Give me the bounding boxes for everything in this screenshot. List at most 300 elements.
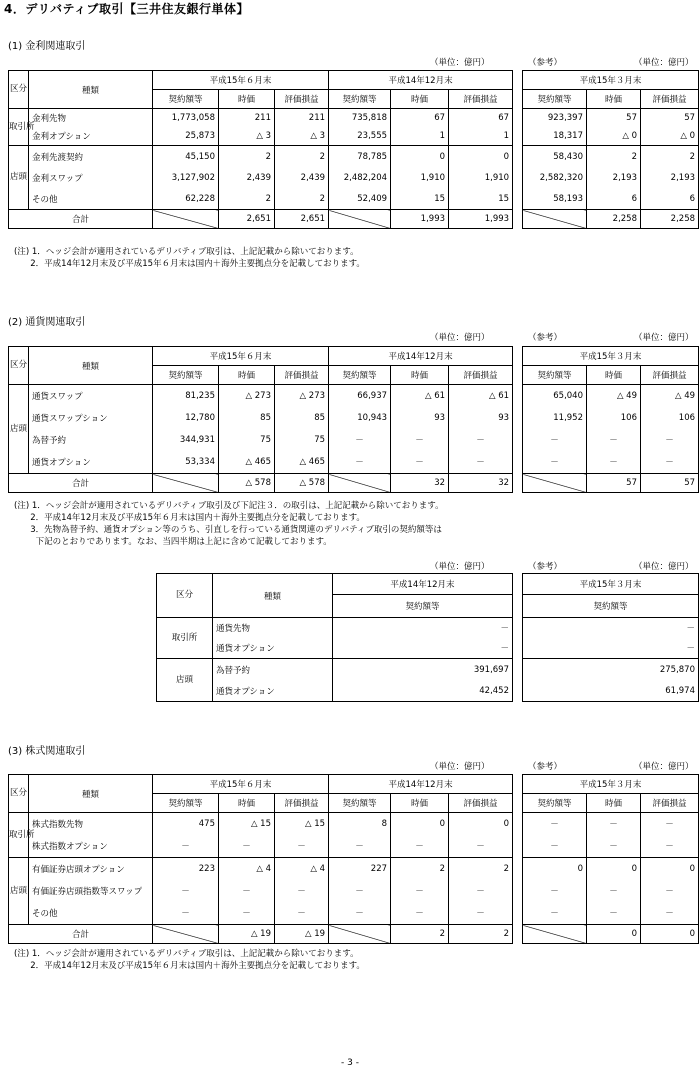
table-cell: 0: [587, 925, 641, 944]
table-cell: △ 15: [219, 813, 275, 836]
table-cell: 平成14年12月末: [333, 574, 513, 595]
table-cell: △ 49: [587, 385, 641, 408]
table-cell: －: [587, 902, 641, 925]
page-number: - 3 -: [341, 1058, 359, 1068]
table-cell: 1,910: [449, 167, 513, 188]
table-row: [523, 638, 699, 659]
table-cell: 評価損益: [275, 794, 329, 813]
table-cell: 2,439: [219, 167, 275, 188]
table-cell: 81,235: [153, 385, 219, 408]
table-cell: 1: [391, 127, 449, 146]
table-row: [523, 813, 699, 836]
table-cell: 区分: [9, 775, 29, 813]
table-row: [523, 902, 699, 925]
table-cell: －: [523, 618, 699, 639]
header-kubun: 区分: [9, 71, 29, 109]
table-cell: －: [329, 880, 391, 902]
table-cell: －: [523, 813, 587, 836]
header-row: [9, 71, 513, 90]
section-heading-equity: (3) 株式関連取引: [8, 746, 86, 757]
table-row: [9, 127, 513, 146]
equity-table-main: [8, 774, 513, 944]
table-row: [523, 188, 699, 210]
ref-label: （参考）: [528, 58, 563, 68]
diagonal-cell: [153, 474, 219, 493]
ref-label: （参考）: [528, 333, 563, 343]
table-cell: 2: [391, 925, 449, 944]
table-cell: －: [641, 429, 699, 451]
table-cell: △ 3: [275, 127, 329, 146]
table-row: [523, 127, 699, 146]
table-row: [9, 451, 513, 474]
table-cell: 契約額等: [329, 794, 391, 813]
table-cell: －: [391, 835, 449, 858]
table-cell: 57: [587, 474, 641, 493]
total-row: [523, 474, 699, 493]
notes-interest: (注) 1．ヘッジ会計が適用されているデリバティブ取引は、上記記載から除いております。 2．平成14年12月末及び平成15年６月末は国内＋海外主要拠点分を記載しております。: [14, 247, 365, 269]
table-cell: 2: [219, 188, 275, 210]
table-cell: 0: [641, 925, 699, 944]
table-row: [9, 167, 513, 188]
section-heading-currency: (2) 通貨関連取引: [8, 317, 86, 328]
table-cell: －: [391, 429, 449, 451]
table-cell: －: [449, 451, 513, 474]
table-cell: 0: [391, 813, 449, 836]
table-cell: 金利オプション: [29, 127, 153, 146]
header-row: [157, 574, 513, 595]
table-cell: －: [153, 902, 219, 925]
table-cell: －: [329, 451, 391, 474]
table-cell: －: [449, 835, 513, 858]
table-cell: 平成15年３月末: [523, 775, 699, 794]
table-cell: 有価証券店頭オプション: [29, 858, 153, 881]
table-cell: 時価: [219, 794, 275, 813]
table-cell: 時価: [587, 794, 641, 813]
table-cell: 区分: [9, 347, 29, 385]
table-cell: 2: [219, 146, 275, 168]
interest-table-main: [8, 70, 513, 229]
table-cell: 区分: [157, 574, 213, 618]
table-cell: 1,993: [391, 210, 449, 229]
header-row: [523, 71, 699, 90]
table-cell: 32: [449, 474, 513, 493]
table-cell: 735,818: [329, 109, 391, 128]
table-cell: 0: [587, 858, 641, 881]
table-cell: 93: [391, 407, 449, 429]
table-cell: 為替予約: [29, 429, 153, 451]
table-row: [9, 188, 513, 210]
notes-equity: (注) 1．ヘッジ会計が適用されているデリバティブ取引は、上記記載から除いております。 2．平成14年12月末及び平成15年６月末は国内＋海外主要拠点分を記載しております。: [14, 949, 365, 971]
table-cell: 2,193: [641, 167, 699, 188]
table-cell: －: [219, 835, 275, 858]
table-cell: 106: [587, 407, 641, 429]
table-cell: 金利先物: [29, 109, 153, 128]
table-row: [9, 880, 513, 902]
header-row: [523, 775, 699, 794]
table-cell: 10,943: [329, 407, 391, 429]
table-cell: 45,150: [153, 146, 219, 168]
section-heading-interest: (1) 金利関連取引: [8, 41, 86, 52]
table-cell: 75: [219, 429, 275, 451]
table-cell: 契約額等: [523, 90, 587, 109]
currency-subtable-main: [156, 573, 513, 702]
table-cell: 344,931: [153, 429, 219, 451]
table-cell: 時価: [219, 366, 275, 385]
table-cell: －: [523, 638, 699, 659]
table-cell: 通貨オプション: [213, 680, 333, 702]
table-cell: 57: [641, 109, 699, 128]
table-cell: 平成14年12月末: [329, 775, 513, 794]
header-row: [523, 794, 699, 813]
table-cell: 通貨先物: [213, 618, 333, 639]
unit-label: （単位：億円）: [430, 562, 490, 572]
table-cell: 0: [449, 813, 513, 836]
table-cell: 25,873: [153, 127, 219, 146]
header-period-h15-6: 平成15年６月末: [153, 71, 329, 90]
table-cell: 93: [449, 407, 513, 429]
header-row: [523, 574, 699, 595]
table-row: [9, 407, 513, 429]
table-cell: －: [587, 880, 641, 902]
table-cell: 275,870: [523, 659, 699, 681]
table-cell: △ 19: [275, 925, 329, 944]
table-cell: 12,780: [153, 407, 219, 429]
table-cell: 75: [275, 429, 329, 451]
table-cell: 391,697: [333, 659, 513, 681]
header-row: [523, 595, 699, 618]
header-hyoka: 評価損益: [275, 90, 329, 109]
table-cell: －: [523, 880, 587, 902]
total-row: [523, 925, 699, 944]
table-cell: 57: [587, 109, 641, 128]
table-cell: 種類: [29, 775, 153, 813]
table-cell: －: [391, 880, 449, 902]
table-cell: 平成15年３月末: [523, 347, 699, 366]
table-cell: 223: [153, 858, 219, 881]
table-cell: 1,993: [449, 210, 513, 229]
header-row: [523, 366, 699, 385]
table-cell: －: [275, 835, 329, 858]
table-cell: 62,228: [153, 188, 219, 210]
total-row: [9, 474, 513, 493]
table-cell: 23,555: [329, 127, 391, 146]
table-cell: 評価損益: [641, 366, 699, 385]
table-cell: －: [391, 451, 449, 474]
table-cell: △ 61: [391, 385, 449, 408]
table-cell: 78,785: [329, 146, 391, 168]
table-cell: △ 465: [275, 451, 329, 474]
table-cell: －: [219, 902, 275, 925]
table-cell: △ 0: [587, 127, 641, 146]
table-row: [9, 429, 513, 451]
table-cell: 923,397: [523, 109, 587, 128]
table-cell: 2: [391, 858, 449, 881]
table-cell: △ 3: [219, 127, 275, 146]
table-cell: －: [449, 902, 513, 925]
table-cell: 1,773,058: [153, 109, 219, 128]
table-cell: 評価損益: [449, 794, 513, 813]
table-row: [9, 835, 513, 858]
table-cell: －: [219, 880, 275, 902]
table-cell: 合計: [9, 474, 153, 493]
table-cell: その他: [29, 902, 153, 925]
table-cell: 通貨オプション: [213, 638, 333, 659]
table-cell: －: [329, 429, 391, 451]
table-cell: 53,334: [153, 451, 219, 474]
unit-label-ref: （単位：億円）: [634, 762, 694, 772]
table-cell: 種類: [29, 347, 153, 385]
diagonal-cell: [523, 474, 587, 493]
header-row: [9, 775, 513, 794]
table-cell: 種類: [213, 574, 333, 618]
table-cell: 32: [391, 474, 449, 493]
table-cell: 平成15年３月末: [523, 574, 699, 595]
table-cell: 11,952: [523, 407, 587, 429]
table-cell: 評価損益: [641, 90, 699, 109]
table-cell: 58,193: [523, 188, 587, 210]
table-cell: 1: [449, 127, 513, 146]
diagonal-cell: [329, 210, 391, 229]
table-cell: △ 273: [275, 385, 329, 408]
table-cell: －: [275, 902, 329, 925]
table-cell: △ 4: [219, 858, 275, 881]
table-cell: 65,040: [523, 385, 587, 408]
table-cell: 18,317: [523, 127, 587, 146]
table-cell: 227: [329, 858, 391, 881]
table-cell: 2,482,204: [329, 167, 391, 188]
table-cell: －: [449, 429, 513, 451]
table-cell: 67: [449, 109, 513, 128]
table-cell: 0: [641, 858, 699, 881]
table-cell: －: [153, 835, 219, 858]
table-cell: 平成15年３月末: [523, 71, 699, 90]
table-cell: 52,409: [329, 188, 391, 210]
interest-table-ref: [522, 70, 699, 229]
table-row: [9, 385, 513, 408]
table-cell: 58,430: [523, 146, 587, 168]
table-cell: △ 4: [275, 858, 329, 881]
group-torihikijo: 取引所: [9, 813, 29, 858]
table-cell: 2,582,320: [523, 167, 587, 188]
table-row: [523, 858, 699, 881]
table-cell: 15: [449, 188, 513, 210]
table-cell: △ 273: [219, 385, 275, 408]
table-cell: 2,258: [587, 210, 641, 229]
table-cell: 2,651: [219, 210, 275, 229]
table-cell: 為替予約: [213, 659, 333, 681]
table-cell: 契約額等: [523, 794, 587, 813]
table-row: [523, 618, 699, 639]
table-row: [523, 407, 699, 429]
table-cell: －: [449, 880, 513, 902]
table-cell: －: [275, 880, 329, 902]
table-cell: －: [587, 813, 641, 836]
table-cell: 66,937: [329, 385, 391, 408]
table-cell: 平成14年12月末: [329, 347, 513, 366]
table-cell: －: [523, 429, 587, 451]
table-cell: 契約額等: [153, 794, 219, 813]
table-cell: 契約額等: [329, 366, 391, 385]
table-cell: 6: [587, 188, 641, 210]
unit-label: （単位：億円）: [430, 333, 490, 343]
table-cell: △ 0: [641, 127, 699, 146]
table-cell: △ 61: [449, 385, 513, 408]
table-cell: －: [523, 451, 587, 474]
table-cell: 85: [219, 407, 275, 429]
table-cell: －: [333, 638, 513, 659]
table-row: [9, 146, 513, 168]
table-cell: 平成15年６月末: [153, 347, 329, 366]
table-cell: 契約額等: [333, 595, 513, 618]
table-cell: 契約額等: [523, 595, 699, 618]
table-row: [9, 109, 513, 128]
table-cell: －: [641, 835, 699, 858]
header-row: [523, 90, 699, 109]
unit-label-ref: （単位：億円）: [634, 58, 694, 68]
table-cell: 85: [275, 407, 329, 429]
header-shurui: 種類: [29, 71, 153, 109]
table-cell: 0: [523, 858, 587, 881]
table-cell: 67: [391, 109, 449, 128]
table-cell: －: [523, 835, 587, 858]
table-row: [523, 146, 699, 168]
table-cell: その他: [29, 188, 153, 210]
group-torihikijo: 取引所: [157, 618, 213, 659]
table-cell: 株式指数先物: [29, 813, 153, 836]
table-cell: 475: [153, 813, 219, 836]
table-row: [157, 618, 513, 639]
ref-label: （参考）: [528, 562, 563, 572]
diagonal-cell: [153, 925, 219, 944]
table-row: [9, 902, 513, 925]
table-cell: 2: [449, 858, 513, 881]
group-tento: 店頭: [9, 858, 29, 925]
header-period-h14-12: 平成14年12月末: [329, 71, 513, 90]
table-row: [523, 167, 699, 188]
table-cell: 6: [641, 188, 699, 210]
table-cell: 評価損益: [449, 366, 513, 385]
table-cell: △ 465: [219, 451, 275, 474]
diagonal-cell: [329, 925, 391, 944]
unit-label: （単位：億円）: [430, 58, 490, 68]
table-row: [523, 451, 699, 474]
table-cell: －: [641, 880, 699, 902]
equity-table-ref: [522, 774, 699, 944]
table-cell: －: [329, 835, 391, 858]
table-cell: －: [329, 902, 391, 925]
table-cell: －: [587, 451, 641, 474]
table-cell: 42,452: [333, 680, 513, 702]
table-cell: 契約額等: [153, 366, 219, 385]
header-hyoka: 評価損益: [449, 90, 513, 109]
table-cell: －: [333, 618, 513, 639]
table-cell: 時価: [587, 90, 641, 109]
group-torihikijo: 取引所: [9, 109, 29, 146]
table-cell: －: [641, 813, 699, 836]
table-cell: 通貨オプション: [29, 451, 153, 474]
table-cell: －: [153, 880, 219, 902]
header-jika: 時価: [219, 90, 275, 109]
table-cell: 2,258: [641, 210, 699, 229]
table-cell: 61,974: [523, 680, 699, 702]
diagonal-cell: [153, 210, 219, 229]
diagonal-cell: [523, 925, 587, 944]
table-cell: 金利先渡契約: [29, 146, 153, 168]
table-cell: △ 19: [219, 925, 275, 944]
table-cell: 0: [449, 146, 513, 168]
table-cell: 2,193: [587, 167, 641, 188]
table-cell: 3,127,902: [153, 167, 219, 188]
header-jika: 時価: [391, 90, 449, 109]
table-cell: 2: [641, 146, 699, 168]
table-cell: －: [391, 902, 449, 925]
table-cell: 2: [449, 925, 513, 944]
table-cell: 106: [641, 407, 699, 429]
total-row: [523, 210, 699, 229]
table-cell: 2,651: [275, 210, 329, 229]
table-row: [157, 659, 513, 681]
table-cell: 0: [391, 146, 449, 168]
table-cell: 2: [587, 146, 641, 168]
table-row: [523, 835, 699, 858]
table-row: [523, 680, 699, 702]
table-cell: 契約額等: [523, 366, 587, 385]
group-tento: 店頭: [157, 659, 213, 702]
currency-table-main: [8, 346, 513, 493]
table-cell: 平成15年６月末: [153, 775, 329, 794]
table-cell: 評価損益: [641, 794, 699, 813]
table-cell: 2: [275, 146, 329, 168]
table-cell: △ 578: [275, 474, 329, 493]
table-row: [523, 429, 699, 451]
table-cell: 評価損益: [275, 366, 329, 385]
table-row: [9, 813, 513, 836]
table-cell: 時価: [391, 794, 449, 813]
table-cell: △ 578: [219, 474, 275, 493]
diagonal-cell: [523, 210, 587, 229]
unit-label: （単位：億円）: [430, 762, 490, 772]
table-cell: －: [523, 902, 587, 925]
group-tento: 店頭: [9, 385, 29, 474]
table-row: [523, 880, 699, 902]
table-row: [9, 858, 513, 881]
header-row: [9, 347, 513, 366]
table-cell: 株式指数オプション: [29, 835, 153, 858]
table-cell: 57: [641, 474, 699, 493]
table-cell: 2: [275, 188, 329, 210]
table-cell: △ 15: [275, 813, 329, 836]
table-cell: △ 49: [641, 385, 699, 408]
header-keiyaku: 契約額等: [329, 90, 391, 109]
header-keiyaku: 契約額等: [153, 90, 219, 109]
table-cell: －: [587, 429, 641, 451]
unit-label-ref: （単位：億円）: [634, 562, 694, 572]
table-cell: 1,910: [391, 167, 449, 188]
table-cell: 2,439: [275, 167, 329, 188]
header-row: [523, 347, 699, 366]
table-cell: －: [641, 451, 699, 474]
notes-currency: (注) 1．ヘッジ会計が適用されているデリバティブ取引及び下記注３．の取引は、上記記載から除いております。 2．平成14年12月末及び平成15年６月末は国内＋海外主要拠点分を記載しております。 3．先物為替予約、通貨オプション等のうち、引直しを行っている通貨関連のデリバティブ取引の契約額等は 下記のとおりであります。なお、当四半期は上記に含めて記載しております。: [14, 501, 444, 547]
unit-label-ref: （単位：億円）: [634, 333, 694, 343]
table-cell: 通貨スワップション: [29, 407, 153, 429]
ref-label: （参考）: [528, 762, 563, 772]
total-row: [9, 925, 513, 944]
table-cell: 時価: [391, 366, 449, 385]
table-row: [523, 385, 699, 408]
table-row: [523, 659, 699, 681]
table-cell: 211: [275, 109, 329, 128]
currency-table-ref: [522, 346, 699, 493]
